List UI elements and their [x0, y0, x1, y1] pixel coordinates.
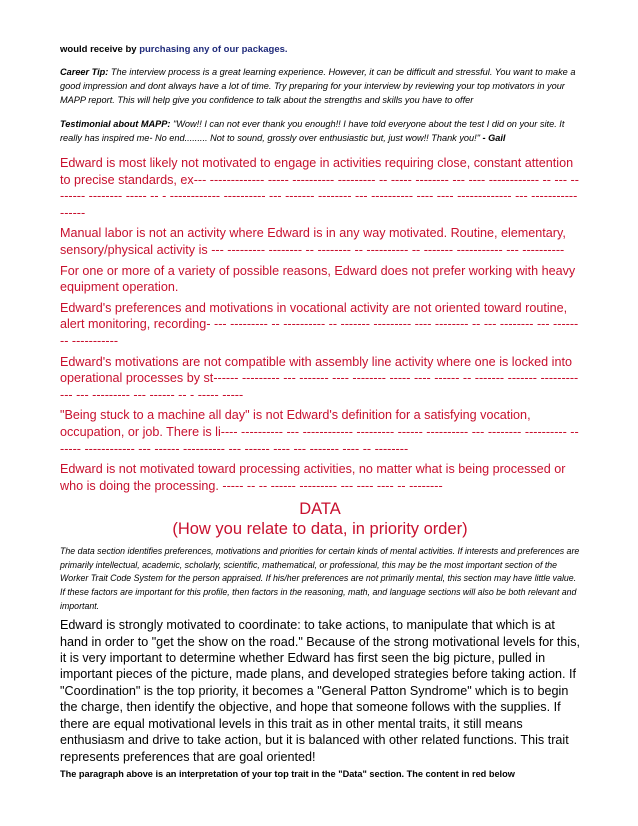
red-item-hidden-text: --- ------------- ----- ---------- --------- -- ----- -------- --- ---- ------------ -- --- -------- -------- ----- -- - ------------ ---------- --- ------- -------- --- ---------- ---- ---- ------------- --- ----------- ------ [60, 172, 579, 220]
career-tip-label: Career Tip: [60, 67, 109, 77]
data-section-title: DATA [299, 500, 341, 519]
red-item-4 [60, 354, 580, 404]
data-section-footnote: The paragraph above is an interpretation of your top trait in the "Data" section. The content in red below [60, 768, 515, 779]
data-section-heading [60, 499, 580, 539]
intro-text: would receive by [60, 44, 140, 55]
data-section-body: Edward is strongly motivated to coordinate: to take actions, to manipulate that which is at hand in order to "get the show on the road." Because of the strong motivational levels for this, it is very important to determine whether Edward has first seen the big picture, pulled in important pieces of the picture, made plans, and developed strategies before taking action. If "Coordination" is the top priority, it becomes a "General Patton Syndrome" which is to begin the charge, then identify the objective, and hope that someone follows with the supplies. If there are equal motivational levels in this trait as in other mental traits, it still means enthusiasm and drive to take action, but it is balanced with other related functions. This trait represents preferences that are goal oriented! [60, 618, 580, 764]
data-section-subtitle: (How you relate to data, in priority order) [172, 520, 468, 539]
red-item-1 [60, 225, 580, 258]
red-item-hidden-text: - --- --------- -- ---------- -- ------- --------- ---- -------- -- --- -------- --- -------- ----------- [60, 317, 579, 348]
red-item-hidden-text: ------ --------- --- ------- ---- -------- ----- ---- ------ -- ------- ------- ------------ --- --------- --- ------ -- - ----- ----- [60, 371, 579, 402]
red-item-text: Edward's motivations are not compatible with assembly line activity where one is locked into operational processes by st [60, 354, 572, 386]
career-tip [60, 65, 580, 107]
red-item-5 [60, 407, 580, 457]
red-item-text: "Being stuck to a machine all day" is not Edward's definition for a satisfying vocation, occupation, or job. There is li [60, 408, 531, 439]
red-item-hidden-text: --- --------- -------- -- -------- -- ---------- -- ------- ----------- --- ---------- [211, 242, 565, 257]
red-item-0 [60, 155, 580, 221]
testimonial-text: "Wow!! I can not ever thank you enough!! I have told everyone about the test I did on your site. It really has inspired me- No end......... Not to sound, grossly over enthusiastic but, just wow!! Thank you!" [60, 119, 565, 143]
testimonial-author: - Gail [482, 133, 506, 143]
report-page [60, 44, 580, 779]
packages-link[interactable]: purchasing any of our packages. [139, 44, 288, 55]
red-item-text: Edward is most likely not motivated to engage in activities requiring close, constant attention to precise standards, ex [60, 156, 574, 187]
red-item-hidden-text: ---- ---------- --- ------------ --------- ------ ---------- --- -------- ---------- ------- ------------ --- ------ ---------- --- ------ ---- --- ------- ---- -- -------- [60, 424, 579, 456]
red-item-text: Manual labor is not an activity where Edward is in any way motivated. Routine, elementary, sensory/physical activity is [60, 226, 566, 257]
red-item-2 [60, 263, 580, 296]
red-item-text: For one or more of a variety of possible reasons, Edward does not prefer working with heavy equipment operation. [60, 263, 576, 295]
packages-intro [60, 44, 580, 55]
red-item-3 [60, 300, 580, 350]
red-item-6 [60, 461, 580, 494]
testimonial [60, 117, 580, 145]
data-section-description: The data section identifies preferences, motivations and priorities for certain kinds of mental activities. If interests and preferences are primarily intellectual, academic, scholarly, scientific, mathematical, or professional, this may be the most important section of the Worker Trait Code System for the person appraised. If his/her preferences are not primarily mental, this section may have little value. If these factors are important for this profile, then factors in the reasoning, math, and language sections will also be both relevant and important. [60, 546, 580, 611]
career-tip-text: The interview process is a great learning experience. However, it can be difficult and stressful. You want to make a good impression and dont always have a lot of time. Try preparing for your interview by reviewing your top motivators in your MAPP report. This will help give you confidence to talk about the strengths and skills you have to offer [60, 67, 576, 105]
red-item-text: Edward is not motivated toward processing activities, no matter what is being processed or who is doing the processing. [60, 462, 566, 493]
testimonial-label: Testimonial about MAPP: [60, 119, 171, 129]
red-item-text: Edward's preferences and motivations in vocational activity are not oriented toward routine, alert monitoring, recording [60, 300, 568, 332]
red-item-hidden-text: ----- -- -- ------ --------- --- ---- ---- -- -------- [222, 478, 443, 493]
